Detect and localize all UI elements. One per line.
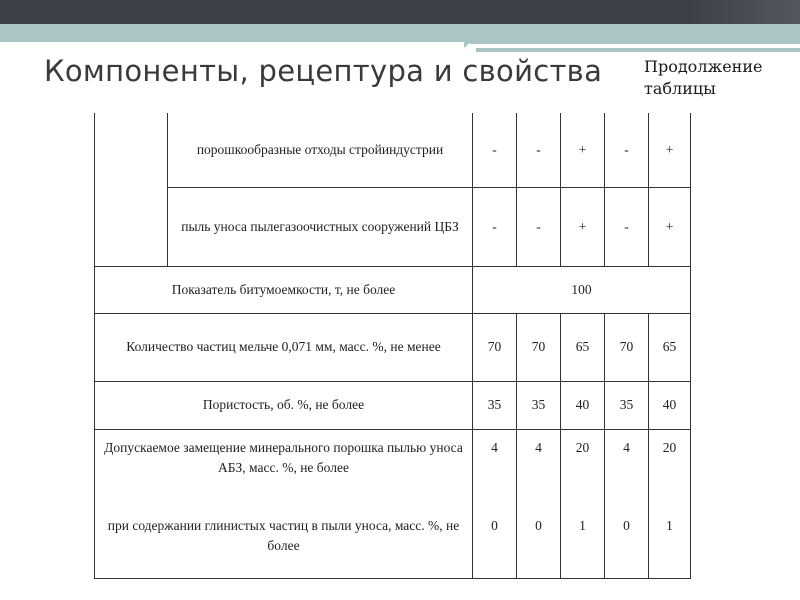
table-cell: -: [605, 113, 649, 187]
table-cell: [561, 429, 605, 578]
cell-subvalue: 0: [535, 517, 542, 533]
row-label-main: Допускаемое замещение минерального порошка пылью уноса АБЗ, масс. %, не более: [104, 439, 463, 475]
table-cell: +: [649, 113, 691, 187]
cell-subvalue: 0: [623, 517, 630, 533]
table-cell: 35: [605, 381, 649, 429]
arrow-decoration: [464, 36, 471, 48]
spacer: [521, 458, 556, 516]
spacer: [99, 478, 468, 516]
table-cell: 40: [561, 381, 605, 429]
cell-subvalue: 1: [666, 517, 673, 533]
row-label: пыль уноса пылегазоочистных сооружений ЦБЗ: [168, 187, 473, 266]
teal-band: [0, 24, 800, 42]
cell-value: 20: [575, 439, 590, 455]
cell-value: 4: [535, 439, 542, 455]
row-label: Пористость, об. %, не более: [95, 381, 473, 429]
table-cell: -: [473, 187, 517, 266]
table-row: [95, 429, 691, 578]
table-cell: -: [517, 113, 561, 187]
properties-table: [94, 113, 690, 578]
cell-value: 20: [662, 439, 677, 455]
table-cell: [649, 429, 691, 578]
cell-value: 4: [491, 439, 498, 455]
table-cell: 70: [473, 313, 517, 381]
slide-title: Компоненты, рецептура и свойства: [44, 54, 603, 88]
table-cell: +: [649, 187, 691, 266]
cell-value: 4: [623, 439, 630, 455]
table-row: [95, 313, 691, 381]
topbar-shine: [690, 0, 800, 24]
table-cell: +: [561, 113, 605, 187]
row-label-sub: при содержании глинистых частиц в пыли уноса, масс. %, не более: [107, 517, 460, 553]
table-cell-merged: 100: [473, 266, 691, 313]
row-label: [95, 429, 473, 578]
table-cell: 70: [605, 313, 649, 381]
cell-subvalue: 1: [579, 517, 586, 533]
table-cell: 35: [473, 381, 517, 429]
table-row: [95, 381, 691, 429]
row-label: Показатель битумоемкости, т, не более: [95, 266, 473, 313]
table-cell: 35: [517, 381, 561, 429]
table-row: [95, 187, 691, 266]
continuation-note: Продолжение таблицы: [644, 57, 763, 98]
table-row: [95, 113, 691, 187]
teal-line: [476, 48, 800, 52]
table-cell: 40: [649, 381, 691, 429]
row-label: порошкообразные отходы стройиндустрии: [168, 113, 473, 187]
table-cell: -: [473, 113, 517, 187]
table-cell: 65: [649, 313, 691, 381]
teal-line: [470, 41, 800, 44]
table-cell: -: [605, 187, 649, 266]
table-row: [95, 266, 691, 313]
spacer: [565, 458, 600, 516]
table-cell: [473, 429, 517, 578]
table-cell: [517, 429, 561, 578]
table-cell: -: [517, 187, 561, 266]
table-cell: [605, 429, 649, 578]
table-cell: 65: [561, 313, 605, 381]
table-cell: 70: [517, 313, 561, 381]
row-label: Количество частиц мельче 0,071 мм, масс. %, не менее: [95, 313, 473, 381]
cell-subvalue: 0: [491, 517, 498, 533]
spacer: [653, 458, 686, 516]
slide-topbar: [0, 0, 800, 24]
spacer: [477, 458, 512, 516]
table-cell-empty: [95, 113, 168, 266]
table-cell: +: [561, 187, 605, 266]
spacer: [609, 458, 644, 516]
